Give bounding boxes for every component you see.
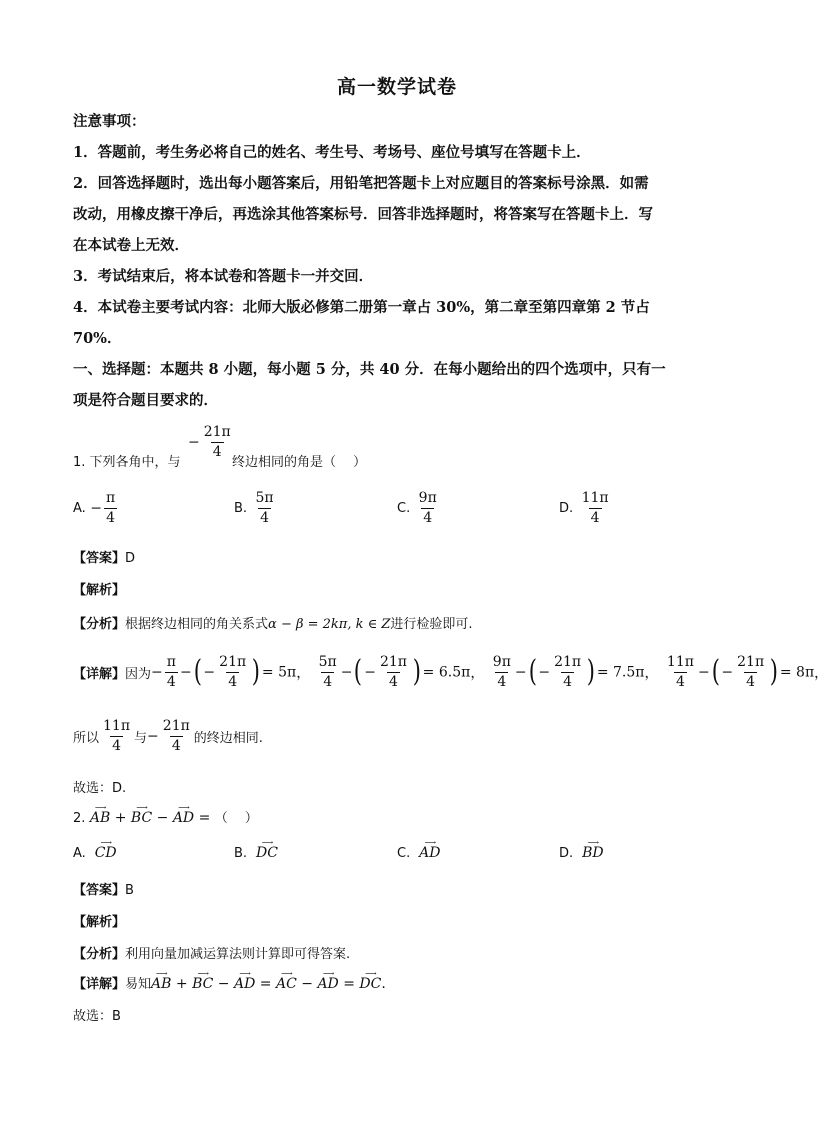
q2-choose: 故选：B bbox=[73, 1009, 121, 1024]
q1-suffix: 终边相同的角是（ ） bbox=[232, 455, 367, 470]
notice-item-2: 2．回答选择题时，选出每小题答案后，用铅笔把答题卡上对应题目的答案标号涂黑．如需 bbox=[73, 175, 649, 192]
q1-option-a: A. − $\frac{\pi}{4}$ bbox=[73, 490, 116, 526]
notice-item-4-end: 70%． bbox=[73, 330, 122, 347]
section-heading: 一、选择题：本题共 8 小题，每小题 5 分，共 40 分．在每小题给出的四个选项中，只有一 bbox=[73, 361, 666, 378]
q1-analysis-tag: 【解析】 bbox=[73, 583, 126, 598]
q2-option-c: C. AD ⟶ bbox=[397, 838, 441, 861]
q2-fenxi: 【分析】利用向量加减运算法则计算即可得答案. bbox=[73, 947, 351, 962]
notice-item-3: 3．考试结束后，将本试卷和答题卡一并交回． bbox=[73, 268, 374, 285]
q1-option-d: D. $\frac{11\pi}{4}$ bbox=[559, 490, 609, 526]
q1-choose: 故选：D. bbox=[73, 781, 127, 796]
q2-option-b: B. DC ⟶ bbox=[234, 838, 278, 861]
q1-option-b: B. $\frac{5\pi}{4}$ bbox=[234, 490, 274, 526]
q2-stem: 2. AB ⟶ + BC ⟶ − AD ⟶ = （ ） bbox=[73, 803, 258, 826]
q2-analysis-tag: 【解析】 bbox=[73, 915, 126, 930]
notice-heading: 注意事项： bbox=[73, 113, 146, 130]
page-title: 高一数学试卷 bbox=[336, 76, 457, 98]
q1-answer: 【答案】D bbox=[73, 551, 136, 566]
q1-detail: 【详解】因为− $\frac{\pi}{4}$ −( − $\frac{21\pi}{4}$ ) = 5π， $\frac{5\pi}{4}$ −( − $\frac{21\pi}{4}$ ) = 6.5π， $\frac{9\pi}{4}$ −( − $\frac{21\pi}{4}$ ) = 7.5π， $\frac{11\pi}{4}$ −( − $\frac{21\pi}{4}$ ) = 8π， bbox=[73, 654, 828, 690]
q1-conclusion: 所以 $\frac{11\pi}{4}$ 与− $\frac{21\pi}{4}$ 的终边相同. bbox=[73, 718, 263, 754]
notice-item-2-end: 在本试卷上无效． bbox=[73, 237, 189, 254]
q1-prefix: 1. 下列各角中，与 bbox=[73, 455, 181, 470]
section-heading-cont: 项是符合题目要求的． bbox=[73, 392, 218, 409]
notice-item-4: 4．本试卷主要考试内容：北师大版必修第二册第一章占 30%，第二章至第四章第 2 节占 bbox=[73, 299, 650, 316]
q1-fenxi: 【分析】根据终边相同的角关系式α − β = 2kπ, k ∈ Z进行检验即可. bbox=[73, 617, 473, 632]
q2-option-a: A. CD ⟶ bbox=[73, 838, 117, 861]
q1-option-c: C. $\frac{9\pi}{4}$ bbox=[397, 490, 437, 526]
q1-angle: − $\frac{21\pi}{4}$ bbox=[188, 424, 231, 460]
notice-item-1: 1．答题前，考生务必将自己的姓名、考生号、考场号、座位号填写在答题卡上． bbox=[73, 144, 591, 161]
q2-answer: 【答案】B bbox=[73, 883, 134, 898]
notice-item-2-cont: 改动，用橡皮擦干净后，再选涂其他答案标号．回答非选择题时，将答案写在答题卡上．写 bbox=[73, 206, 653, 223]
q2-option-d: D. BD ⟶ bbox=[559, 838, 604, 861]
q2-detail: 【详解】易知AB ⟶ + BC ⟶ − AD ⟶ = AC ⟶ − AD ⟶ = DC ⟶ . bbox=[73, 969, 386, 992]
